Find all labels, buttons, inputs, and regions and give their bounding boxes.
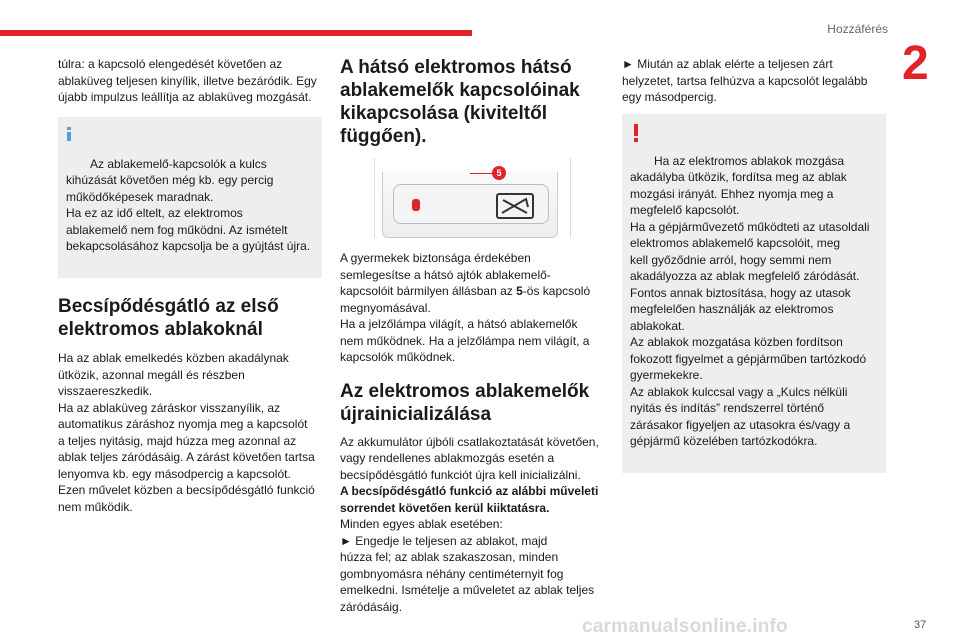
paragraph: ► Miután az ablak elérte a teljesen zárt helyzetet, tartsa felhúzva a kapcsolót legalább egy másodpercig. bbox=[622, 57, 868, 104]
switch-panel bbox=[382, 172, 558, 238]
header-accent-bar bbox=[0, 30, 472, 36]
warning-icon bbox=[634, 124, 638, 142]
indicator-lamp bbox=[412, 199, 420, 211]
section-heading: A hátsó elektromos hátsó ablakemelők kapcsolóinak kikapcsolása (kiviteltől függően). bbox=[340, 57, 580, 147]
paragraph: A gyermekek biztonsága érdekében semlegesítse a hátsó ajtók ablakemelő- kapcsolóit bármilyen állásban az 5-ös kapcsoló megnyomásával. Ha a jelzőlámpa világít, a hátsó ablakemelők nem működnek. Ha a jelzőlámpa nem világít, a kapcsolók működnek. bbox=[340, 251, 591, 364]
window-lock-icon bbox=[496, 193, 534, 219]
column-right bbox=[622, 56, 886, 473]
warning-note bbox=[622, 114, 886, 474]
paragraph: Az akkumulátor újbóli csatlakoztatását követően, vagy rendellenes ablakmozgás esetén a becsípődésgátló funkciót újra kell inicializálni. A becsípődésgátló funkció az alábbi műveleti sorrendet követően kerül kiiktatásra. Minden egyes ablak esetében: ► Engedje le teljesen az ablakot, majd húzza fel; az ablak szakaszosan, minden gombnyomásra néhány centiméternyit fog emelkedni. Ismételje a műveletet az ablak teljes záródásáig. bbox=[340, 434, 599, 614]
section-heading: Becsípődésgátló az első elektromos ablakoknál bbox=[58, 296, 279, 340]
section-heading: Az elektromos ablakemelők újrainicializálása bbox=[340, 380, 590, 425]
paragraph: túlra: a kapcsoló elengedését követően az ablaküveg teljesen kinyílik, illetve bezáródik. Egy újabb impulzus leállítja az ablaküveg mozgását. bbox=[58, 57, 317, 104]
info-note bbox=[58, 117, 322, 279]
column-left bbox=[58, 56, 322, 515]
watermark: carmanualsonline.info bbox=[582, 616, 788, 637]
section-title: Hozzáférés bbox=[827, 22, 888, 36]
chapter-number: 2 bbox=[902, 37, 929, 90]
child-lock-switch-illustration bbox=[374, 158, 574, 238]
callout-5: 5 bbox=[492, 166, 506, 180]
paragraph: Ha az ablak emelkedés közben akadálynak ütközik, azonnal megáll és részben visszaereszkedik. Ha az ablaküveg záráskor visszanyílik, az automatikus záráshoz nyomja meg a kapcsolót a teljes nyitásig, majd húzza meg azonnal az ablak teljes záródásáig. A zárást követően tartsa lenyomva kb. egy másodpercig a kapcsolót. Ezen művelet közben a becsípődésgátló funkció nem működik. bbox=[58, 351, 315, 514]
info-note-text: Az ablakemelő-kapcsolók a kulcs kihúzását követően még kb. egy percig működőképesek maradnak. Ha ez az idő eltelt, az elektromos ablakemelő nem fog működni. Az ismételt bekapcsolásához kapcsolja be a gyújtást újra. bbox=[66, 156, 311, 253]
page-number: 37 bbox=[914, 619, 927, 631]
info-icon bbox=[67, 127, 71, 140]
column-middle bbox=[340, 56, 606, 615]
warning-note-text: Ha az elektromos ablakok mozgása akadályba ütközik, fordítsa meg az ablak mozgási irányát. Ehhez nyomja meg a megfelelő kapcsolót. Ha a gépjárművezető működteti az utasoldali elektromos ablakemelő kapcsolóit, meg kell győződnie arról, hogy semmi nem akadályozza az ablak megfelelő záródását. Fontos annak biztosítása, hogy az utasok megfelelően használják az elektromos ablakokat. Az ablakok mozgatása közben fordítson fokozott figyelmet a gépjárműben tartózkodó gyermekekre. Az ablakok kulccsal vagy a „Kulcs nélküli nyitás és indítás” rendszerrel történő zárásakor figyeljen az utasokra és/vagy a gépjármű közelében tartózkodókra. bbox=[630, 153, 870, 448]
